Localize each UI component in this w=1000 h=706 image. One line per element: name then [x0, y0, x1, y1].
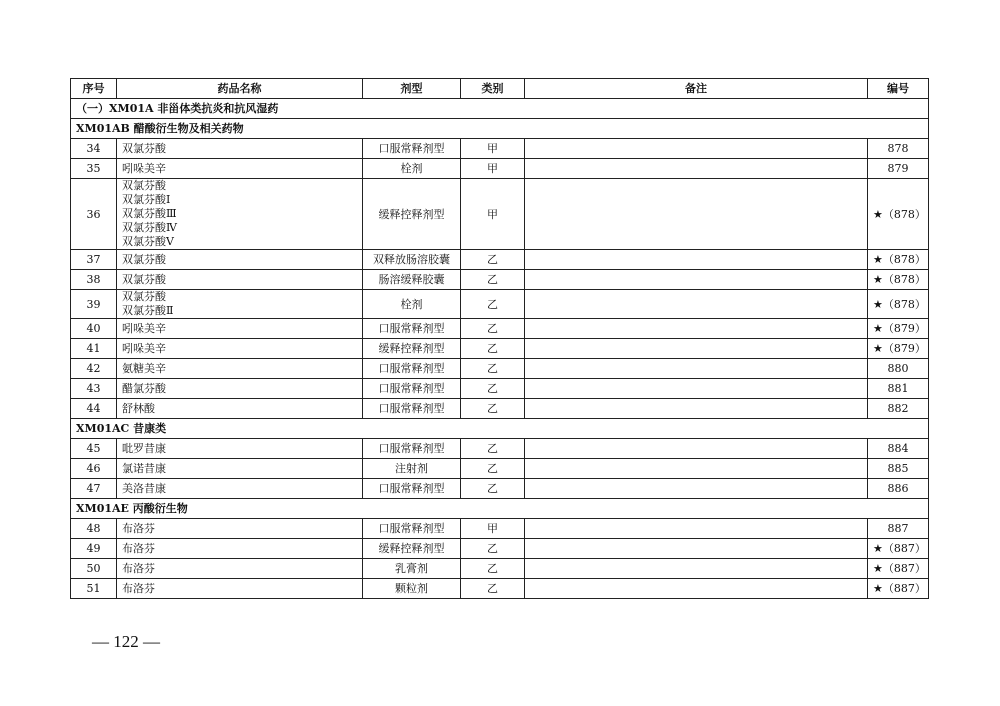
- row-seq: 35: [71, 159, 117, 179]
- row-remark: [525, 439, 868, 459]
- row-category: 乙: [461, 479, 525, 499]
- row-category: 乙: [461, 459, 525, 479]
- row-form: 缓释控释剂型: [363, 339, 461, 359]
- row-code: 886: [868, 479, 929, 499]
- row-code: 881: [868, 379, 929, 399]
- row-code: 882: [868, 399, 929, 419]
- row-seq: 51: [71, 579, 117, 599]
- table-row: [71, 459, 929, 479]
- row-seq: 41: [71, 339, 117, 359]
- row-remark: [525, 270, 868, 290]
- row-form: 口服常释剂型: [363, 379, 461, 399]
- row-seq: 39: [71, 290, 117, 319]
- row-remark: [525, 479, 868, 499]
- table-row: [71, 159, 929, 179]
- row-drug-name: 吡罗昔康: [117, 439, 363, 459]
- row-drug-name-list: [117, 290, 363, 319]
- table-row: [71, 379, 929, 399]
- row-category: 甲: [461, 179, 525, 250]
- row-seq: 42: [71, 359, 117, 379]
- row-form: 缓释控释剂型: [363, 179, 461, 250]
- row-category: 乙: [461, 290, 525, 319]
- row-drug-name: 布洛芬: [117, 559, 363, 579]
- section-heading: （一）XM01A 非甾体类抗炎和抗风湿药: [71, 99, 929, 119]
- row-form: 口服常释剂型: [363, 519, 461, 539]
- row-seq: 45: [71, 439, 117, 459]
- drug-name: 双氯芬酸Ⅰ: [122, 193, 171, 206]
- row-drug-name-list: [117, 179, 363, 250]
- row-seq: 48: [71, 519, 117, 539]
- row-category: 乙: [461, 319, 525, 339]
- row-seq: 40: [71, 319, 117, 339]
- row-remark: [525, 179, 868, 250]
- row-category: 甲: [461, 519, 525, 539]
- row-category: 乙: [461, 250, 525, 270]
- row-remark: [525, 559, 868, 579]
- row-form: 口服常释剂型: [363, 319, 461, 339]
- header-code: 编号: [868, 79, 929, 99]
- row-form: 口服常释剂型: [363, 479, 461, 499]
- header-category: 类别: [461, 79, 525, 99]
- row-form: 注射剂: [363, 459, 461, 479]
- row-form: 口服常释剂型: [363, 439, 461, 459]
- row-seq: 44: [71, 399, 117, 419]
- row-seq: 46: [71, 459, 117, 479]
- row-form: 缓释控释剂型: [363, 539, 461, 559]
- row-form: 双释放肠溶胶囊: [363, 250, 461, 270]
- row-remark: [525, 139, 868, 159]
- table-row: [71, 519, 929, 539]
- row-seq: 37: [71, 250, 117, 270]
- row-code: ★（878）: [868, 250, 929, 270]
- drug-name: 双氯芬酸Ⅳ: [122, 221, 177, 234]
- table-row: [71, 270, 929, 290]
- drug-name: 双氯芬酸: [122, 290, 166, 303]
- row-form: 颗粒剂: [363, 579, 461, 599]
- row-category: 甲: [461, 139, 525, 159]
- row-remark: [525, 250, 868, 270]
- table-row: [71, 439, 929, 459]
- drug-name: 双氯芬酸Ⅲ: [122, 207, 177, 220]
- row-drug-name: 双氯芬酸: [117, 139, 363, 159]
- table-row: [71, 359, 929, 379]
- header-form: 剂型: [363, 79, 461, 99]
- row-drug-name: 氯诺昔康: [117, 459, 363, 479]
- row-form: 口服常释剂型: [363, 399, 461, 419]
- row-code: ★（887）: [868, 559, 929, 579]
- row-seq: 50: [71, 559, 117, 579]
- row-category: 乙: [461, 399, 525, 419]
- row-code: ★（878）: [868, 179, 929, 250]
- row-seq: 36: [71, 179, 117, 250]
- row-category: 乙: [461, 339, 525, 359]
- table-row: [71, 139, 929, 159]
- header-name: 药品名称: [117, 79, 363, 99]
- table-row: [71, 479, 929, 499]
- row-form: 肠溶缓释胶囊: [363, 270, 461, 290]
- row-drug-name: 布洛芬: [117, 539, 363, 559]
- table-row: [71, 579, 929, 599]
- table-row: [71, 290, 929, 319]
- row-drug-name: 吲哚美辛: [117, 319, 363, 339]
- row-form: 口服常释剂型: [363, 359, 461, 379]
- row-remark: [525, 359, 868, 379]
- row-remark: [525, 319, 868, 339]
- row-code: ★（879）: [868, 319, 929, 339]
- row-form: 乳膏剂: [363, 559, 461, 579]
- row-seq: 34: [71, 139, 117, 159]
- page-number: — 122 —: [92, 632, 160, 651]
- table-row: [71, 250, 929, 270]
- subsection-heading: XM01AC 昔康类: [71, 419, 929, 439]
- row-remark: [525, 579, 868, 599]
- row-remark: [525, 459, 868, 479]
- row-code: 884: [868, 439, 929, 459]
- row-category: 乙: [461, 539, 525, 559]
- row-category: 乙: [461, 359, 525, 379]
- row-remark: [525, 399, 868, 419]
- header-remark: 备注: [525, 79, 868, 99]
- row-remark: [525, 159, 868, 179]
- row-category: 乙: [461, 439, 525, 459]
- table-row: [71, 539, 929, 559]
- row-category: 乙: [461, 379, 525, 399]
- row-drug-name: 吲哚美辛: [117, 339, 363, 359]
- row-code: ★（878）: [868, 290, 929, 319]
- table-row: [71, 319, 929, 339]
- row-seq: 49: [71, 539, 117, 559]
- row-drug-name: 布洛芬: [117, 579, 363, 599]
- row-code: ★（887）: [868, 579, 929, 599]
- row-drug-name: 布洛芬: [117, 519, 363, 539]
- row-code: ★（878）: [868, 270, 929, 290]
- row-code: 880: [868, 359, 929, 379]
- table-row: [71, 179, 929, 250]
- row-seq: 38: [71, 270, 117, 290]
- row-drug-name: 双氯芬酸: [117, 250, 363, 270]
- row-seq: 47: [71, 479, 117, 499]
- row-code: 878: [868, 139, 929, 159]
- drug-name: 双氯芬酸Ⅴ: [122, 235, 174, 248]
- row-form: 栓剂: [363, 290, 461, 319]
- table-row: [71, 559, 929, 579]
- header-seq: 序号: [71, 79, 117, 99]
- drug-catalog-table: [70, 78, 929, 599]
- row-drug-name: 双氯芬酸: [117, 270, 363, 290]
- row-code: 887: [868, 519, 929, 539]
- row-remark: [525, 339, 868, 359]
- row-remark: [525, 539, 868, 559]
- drug-name: 双氯芬酸Ⅱ: [122, 304, 174, 317]
- row-drug-name: 美洛昔康: [117, 479, 363, 499]
- row-seq: 43: [71, 379, 117, 399]
- row-form: 栓剂: [363, 159, 461, 179]
- subsection-heading: XM01AB 醋酸衍生物及相关药物: [71, 119, 929, 139]
- drug-name: 双氯芬酸: [122, 179, 166, 192]
- table-header: [71, 79, 929, 99]
- row-category: 乙: [461, 559, 525, 579]
- row-category: 甲: [461, 159, 525, 179]
- row-category: 乙: [461, 270, 525, 290]
- row-drug-name: 吲哚美辛: [117, 159, 363, 179]
- row-drug-name: 舒林酸: [117, 399, 363, 419]
- row-drug-name: 氨糖美辛: [117, 359, 363, 379]
- row-form: 口服常释剂型: [363, 139, 461, 159]
- row-code: 879: [868, 159, 929, 179]
- row-remark: [525, 290, 868, 319]
- row-drug-name: 醋氯芬酸: [117, 379, 363, 399]
- table-row: [71, 339, 929, 359]
- row-code: 885: [868, 459, 929, 479]
- subsection-heading: XM01AE 丙酸衍生物: [71, 499, 929, 519]
- row-category: 乙: [461, 579, 525, 599]
- row-remark: [525, 379, 868, 399]
- row-code: ★（879）: [868, 339, 929, 359]
- row-code: ★（887）: [868, 539, 929, 559]
- row-remark: [525, 519, 868, 539]
- table-row: [71, 399, 929, 419]
